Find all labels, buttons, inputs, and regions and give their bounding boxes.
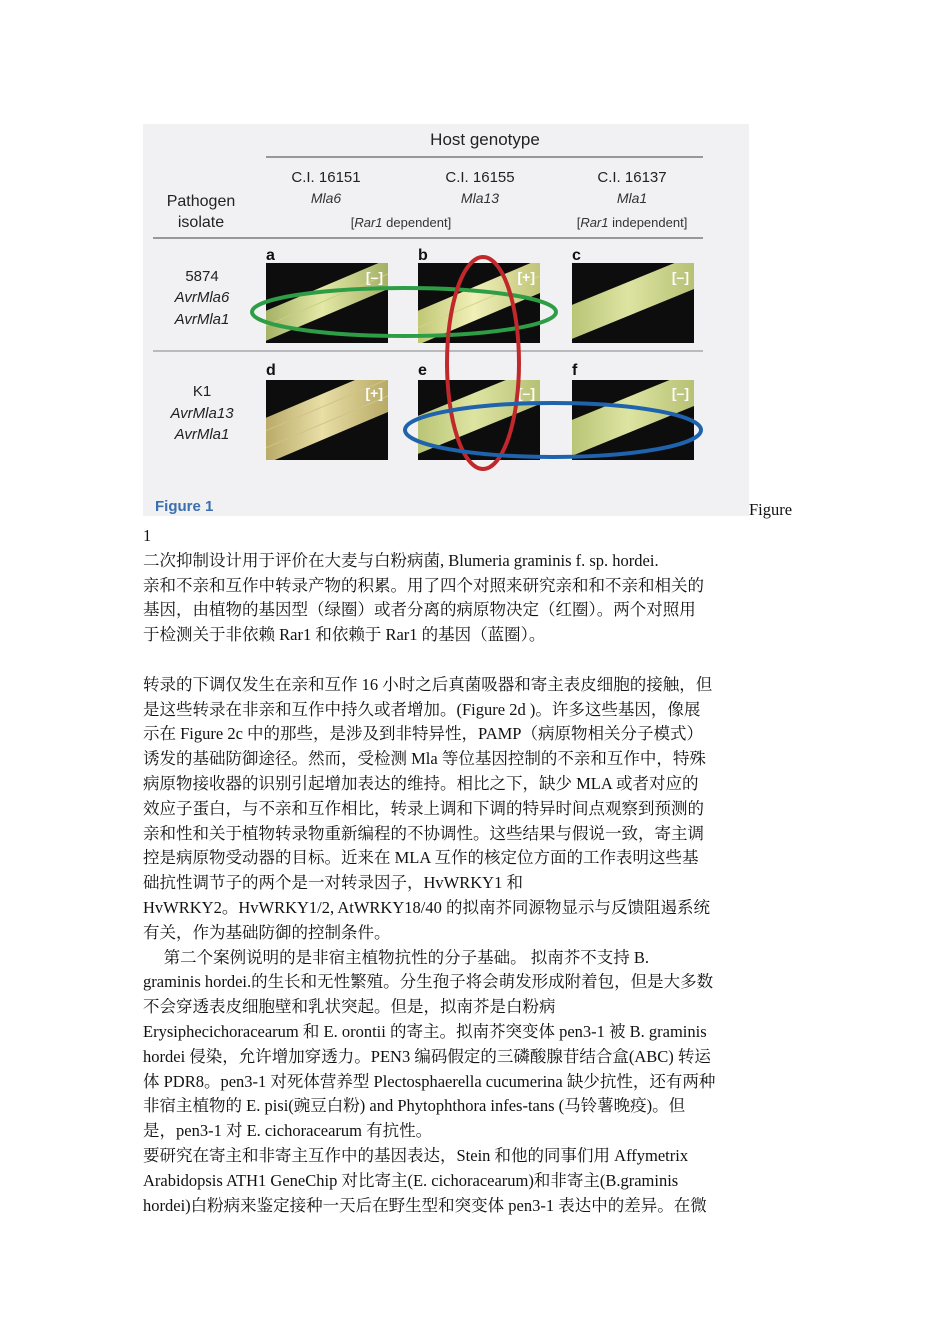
panel-letter-a: a — [266, 247, 275, 264]
row-avr2-2: AvrMla1 — [174, 426, 230, 443]
text-line-20: 不会穿透表皮细胞壁和乳状突起。但是，拟南芥是白粉病 — [143, 997, 556, 1017]
row-avr1-1: AvrMla6 — [174, 289, 230, 306]
text-line-13: 亲和性和关于植物转录物重新编程的不协调性。这些结果与假说一致，寄主调 — [143, 823, 704, 843]
row-avr1-2: AvrMla13 — [170, 405, 234, 422]
text-line-1: 1 — [143, 526, 152, 545]
text-line-5: 于检测关于非依赖 Rar1 和依赖于 Rar1 的基因（蓝圈）。 — [143, 625, 546, 645]
figure-caption: Figure 1 — [155, 498, 214, 515]
panel-letter-f: f — [572, 362, 578, 379]
text-line-15: 础抗性调节子的两个是一对转录因子，HvWRKY1 和 — [143, 873, 523, 893]
text-line-28: hordei)白粉病来鉴定接种一天后在野生型和突变体 pen3-1 表达中的差异。在微 — [143, 1195, 707, 1215]
text-line-26: 要研究在寄主和非寄主互作中的基因表达，Stein 和他的同事们用 Affymetrix — [143, 1145, 689, 1165]
figure-1-image — [143, 124, 749, 516]
text-line-12: 效应子蛋白，与不亲和互作相比，转录上调和下调的特异时间点观察到预测的 — [143, 798, 704, 818]
text-line-14: 控是病原物受动器的目标。近来在 MLA 互作的核定位方面的工作表明这些基 — [143, 848, 699, 868]
panel-badge-c: [–] — [671, 269, 689, 285]
panel-letter-c: c — [572, 247, 581, 264]
column-allele-1: Mla6 — [310, 190, 342, 206]
text-line-24: 非宿主植物的 E. pisi(豌豆白粉) and Phytophthora infes-tans (马铃薯晚疫)。但 — [143, 1096, 686, 1116]
pathogen-label-line2: isolate — [177, 214, 225, 231]
text-line-9: 示在 Figure 2c 中的那些，是涉及到非特异性，PAMP（病原物相关分子模式） — [143, 724, 703, 744]
figure-label-text: Figure — [749, 500, 793, 519]
text-line-10: 诱发的基础防御途径。然而，受检测 Mla 等位基因控制的不亲和互作中，特殊 — [143, 749, 706, 769]
text-line-22: hordei 侵染，允许增加穿透力。PEN3 编码假定的三磷酸腺苷结合盒(ABC) 转运 — [143, 1046, 711, 1066]
panel-badge-b: [+] — [517, 269, 535, 285]
panel-letter-d: d — [266, 362, 276, 379]
dependency-note-1: [Rar1 dependent] — [350, 215, 452, 230]
text-line-21: Erysiphecichoracearum 和 E. orontii 的寄主。拟南芥突变体 pen3-1 被 B. graminis — [143, 1021, 707, 1041]
text-line-8: 是这些转录在非亲和互作中持久或者增加。(Figure 2d )。许多这些基因，像展 — [143, 699, 701, 719]
text-line-19: graminis hordei.的生长和无性繁殖。分生孢子将会萌发形成附着包，但是大多数 — [143, 972, 714, 992]
column-allele-2: Mla13 — [460, 190, 500, 206]
text-line-16: HvWRKY2。HvWRKY1/2, AtWRKY18/40 的拟南芥同源物显示与反馈阻遏系统 — [143, 897, 710, 917]
column-allele-3: Mla1 — [616, 190, 648, 206]
panel-d — [256, 366, 388, 468]
text-line-2: 二次抑制设计用于评价在大麦与白粉病菌, Blumeria graminis f. sp. hordei. — [143, 550, 659, 570]
column-name-2: C.I. 16155 — [445, 169, 515, 186]
text-line-11: 病原物接收器的识别引起增加表达的维持。相比之下，缺少 MLA 或者对应的 — [143, 773, 699, 793]
row-isolate-2: K1 — [192, 383, 212, 400]
panel-badge-a: [–] — [365, 269, 383, 285]
dependency-word-1: dependent — [382, 215, 448, 230]
text-line-25: 是，pen3-1 对 E. cichoracearum 有抗性。 — [143, 1121, 433, 1141]
column-name-1: C.I. 16151 — [291, 169, 361, 186]
panel-badge-d: [+] — [365, 385, 383, 401]
paragraph-gap — [143, 648, 813, 673]
text-line-17: 有关，作为基础防御的控制条件。 — [143, 922, 391, 942]
dependency-gene-1: Rar1 — [354, 215, 383, 230]
dependency-gene-2: Rar1 — [580, 215, 609, 230]
panel-badge-f: [–] — [671, 385, 689, 401]
dependency-note-2: [Rar1 independent] — [576, 215, 688, 230]
dependency-word-2: independent — [608, 215, 684, 230]
text-line-3: 亲和不亲和互作中转录产物的积累。用了四个对照来研究亲和和不亲和相关的 — [143, 575, 704, 595]
text-line-27: Arabidopsis ATH1 GeneChip 对比寄主(E. cichoracearum)和非寄主(B.graminis — [143, 1170, 679, 1190]
row-isolate-1: 5874 — [185, 268, 219, 285]
body-text — [143, 524, 813, 1218]
pathogen-label-line1: Pathogen — [166, 193, 236, 210]
row-avr2-1: AvrMla1 — [174, 311, 230, 328]
text-line-4: 基因，由植物的基因型（绿圈）或者分离的病原物决定（红圈）。两个对照用 — [143, 600, 696, 620]
figure-1-svg — [143, 124, 749, 516]
panel-badge-e: [–] — [517, 385, 535, 401]
text-line-7: 转录的下调仅发生在亲和互作 16 小时之后真菌吸器和寄主表皮细胞的接触，但 — [143, 674, 713, 694]
column-name-3: C.I. 16137 — [597, 169, 667, 186]
text-line-18: 第二个案例说明的是非宿主植物抗性的分子基础。 拟南芥不支持 B. — [143, 947, 650, 967]
text-line-23: 体 PDR8。pen3-1 对死体营养型 Plectosphaerella cucumerina 缺少抗性，还有两种 — [143, 1071, 716, 1091]
host-genotype-label: Host genotype — [430, 130, 540, 149]
panel-letter-b: b — [418, 247, 428, 264]
panel-letter-e: e — [418, 362, 427, 379]
